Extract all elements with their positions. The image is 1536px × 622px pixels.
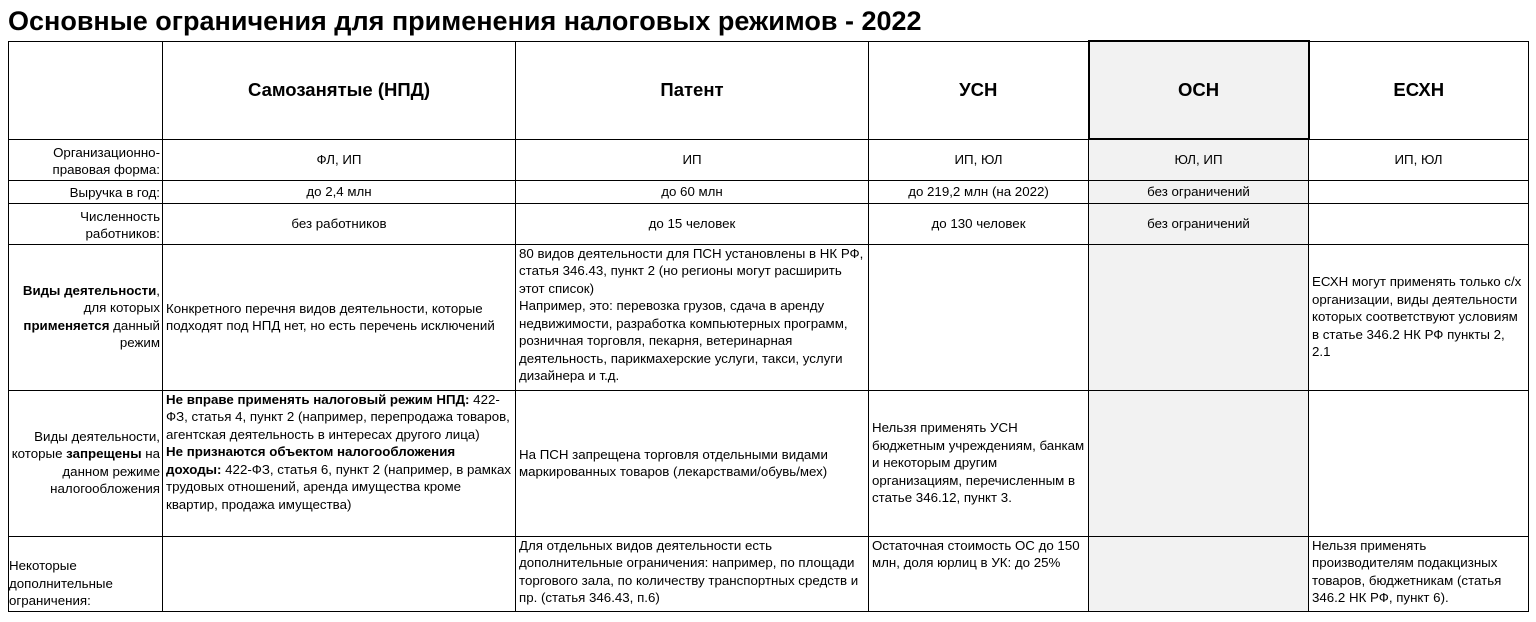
cell-staff-npd: без работников <box>163 203 516 244</box>
cell-prohibited-osn <box>1089 390 1309 536</box>
cell-activities-patent: 80 видов деятельности для ПСН установлены в НК РФ, статья 346.43, пункт 2 (но регионы могут расширить этот список) Например, это: перевозка грузов, сдача в аренду недвижимости, разработка компьютерных программ, розничная торговля, пекарня, ветеринарная деятельность, парикмахерские услуги, такси, услуги дизайнера и т.д. <box>516 244 869 390</box>
row-label-activities: Виды деятельности, для которых применяется данный режим <box>9 244 163 390</box>
cell-prohibited-npd: Не вправе применять налоговый режим НПД: 422-ФЗ, статья 4, пункт 2 (например, перепродажа товаров, агентская деятельность в интересах другого лица) Не признаются объектом налогообложения доходы: 422-ФЗ, статья 6, пункт 2 (например, в рамках трудовых отношений, аренда имущества кроме квартир, продажа имущества) <box>163 390 516 536</box>
cell-staff-osn: без ограничений <box>1089 203 1309 244</box>
cell-additional-eshn: Нельзя применять производителям подакцизных товаров, бюджетникам (статья 346.2 НК РФ, пункт 6). <box>1309 536 1529 611</box>
cell-prohibited-patent: На ПСН запрещена торговля отдельными видами маркированных товаров (лекарствами/обувь/мех) <box>516 390 869 536</box>
col-header-usn: УСН <box>869 41 1089 139</box>
cell-activities-eshn: ЕСХН могут применять только с/х организации, виды деятельности которых соответствуют условиям в статье 346.2 НК РФ пункты 2, 2.1 <box>1309 244 1529 390</box>
header-row <box>9 41 1529 139</box>
row-label-prohibited: Виды деятельности, которые запрещены на данном режиме налогообложения <box>9 390 163 536</box>
row-label-revenue: Выручка в год: <box>9 180 163 203</box>
col-header-eshn: ЕСХН <box>1309 41 1529 139</box>
cell-org-form-osn: ЮЛ, ИП <box>1089 139 1309 180</box>
row-label-additional: Некоторые дополнительные ограничения: <box>9 536 163 611</box>
header-corner <box>9 41 163 139</box>
row-activities <box>9 244 1529 390</box>
cell-revenue-patent: до 60 млн <box>516 180 869 203</box>
cell-activities-npd: Конкретного перечня видов деятельности, которые подходят под НПД нет, но есть перечень исключений <box>163 244 516 390</box>
cell-revenue-eshn <box>1309 180 1529 203</box>
cell-prohibited-usn: Нельзя применять УСН бюджетным учреждениям, банкам и некоторым другим организациям, перечисленным в статье 346.12, пункт 3. <box>869 390 1089 536</box>
row-label-staff: Численность работников: <box>9 203 163 244</box>
cell-org-form-usn: ИП, ЮЛ <box>869 139 1089 180</box>
cell-org-form-patent: ИП <box>516 139 869 180</box>
cell-staff-eshn <box>1309 203 1529 244</box>
col-header-npd: Самозанятые (НПД) <box>163 41 516 139</box>
row-org-form <box>9 139 1529 180</box>
cell-staff-patent: до 15 человек <box>516 203 869 244</box>
row-prohibited <box>9 390 1529 536</box>
cell-revenue-npd: до 2,4 млн <box>163 180 516 203</box>
cell-activities-usn <box>869 244 1089 390</box>
col-header-osn: ОСН <box>1089 41 1309 139</box>
page-title: Основные ограничения для применения налоговых режимов - 2022 <box>8 6 922 36</box>
row-staff <box>9 203 1529 244</box>
cell-additional-npd <box>163 536 516 611</box>
row-label-org-form: Организационно-правовая форма: <box>9 139 163 180</box>
cell-additional-osn <box>1089 536 1309 611</box>
col-header-patent: Патент <box>516 41 869 139</box>
cell-staff-usn: до 130 человек <box>869 203 1089 244</box>
cell-prohibited-eshn <box>1309 390 1529 536</box>
cell-revenue-usn: до 219,2 млн (на 2022) <box>869 180 1089 203</box>
row-revenue <box>9 180 1529 203</box>
tax-regimes-table <box>8 40 1529 612</box>
cell-org-form-eshn: ИП, ЮЛ <box>1309 139 1529 180</box>
cell-revenue-osn: без ограничений <box>1089 180 1309 203</box>
cell-additional-patent: Для отдельных видов деятельности есть дополнительные ограничения: например, по площади торгового зала, по количеству транспортных средств и пр. (статья 346.43, п.6) <box>516 536 869 611</box>
cell-org-form-npd: ФЛ, ИП <box>163 139 516 180</box>
cell-additional-usn: Остаточная стоимость ОС до 150 млн, доля юрлиц в УК: до 25% <box>869 536 1089 611</box>
cell-activities-osn <box>1089 244 1309 390</box>
row-additional <box>9 536 1529 611</box>
